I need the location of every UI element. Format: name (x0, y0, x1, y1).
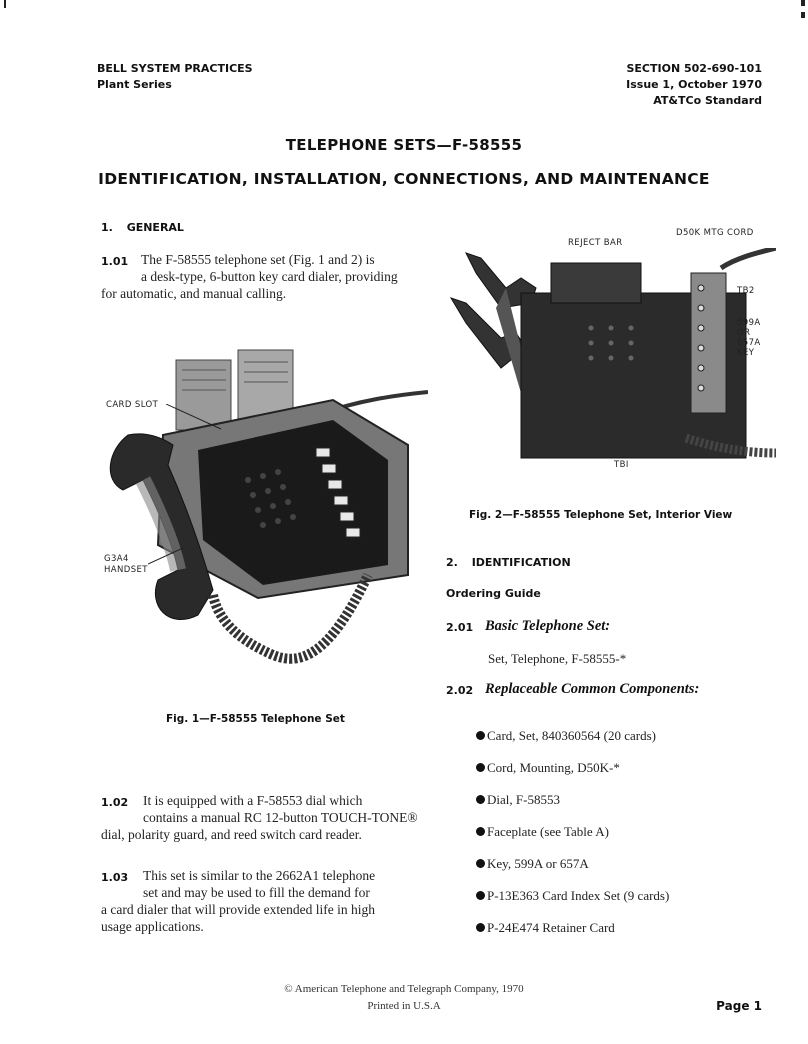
list-item (476, 824, 669, 856)
list-item (476, 920, 669, 952)
section2-title: IDENTIFICATION (471, 556, 571, 569)
para-1-01-line3: for automatic, and manual calling. (101, 286, 287, 301)
para-2-01-title: Basic Telephone Set: (485, 618, 611, 634)
components-list (476, 728, 669, 952)
label-handset (104, 554, 148, 576)
label-reject-bar: REJECT BAR (568, 238, 623, 248)
scan-mark-left (4, 0, 6, 8)
para-1-02-line1: It is equipped with a F-58553 dial which (143, 793, 363, 808)
section2-number: 2. (446, 556, 458, 569)
leader-card-slot (166, 404, 226, 434)
header-section: SECTION 502-690-101 (626, 62, 762, 75)
page-title: TELEPHONE SETS—F-58555 (285, 136, 523, 154)
para-1-01 (101, 251, 416, 302)
list-item-text: P-24E474 Retainer Card (487, 920, 615, 935)
list-item (476, 792, 669, 824)
header-right (626, 61, 762, 109)
basic-set-item: Set, Telephone, F-58555-* (488, 651, 627, 666)
para-1-03 (101, 867, 421, 935)
para-1-02 (101, 792, 421, 843)
header-series: BELL SYSTEM PRACTICES (97, 62, 253, 75)
list-item (476, 728, 669, 760)
label-key (737, 318, 761, 358)
label-key-line3: 657A (737, 338, 761, 348)
list-item-text: Cord, Mounting, D50K-* (487, 760, 620, 775)
figure1-telephone-illustration (98, 340, 428, 685)
scan-mark-right-2 (801, 12, 805, 18)
label-key-line2: OR (737, 328, 751, 338)
para-1-03-line1: This set is similar to the 2662A1 telephone (143, 868, 376, 883)
label-key-line1: 599A (737, 318, 761, 328)
para-1-03-line3: a card dialer that will provide extended life in high (101, 902, 376, 917)
para-2-01-number: 2.01 (446, 621, 474, 634)
para-2-02-number: 2.02 (446, 684, 474, 697)
figure1-caption: Fig. 1—F-58555 Telephone Set (166, 713, 345, 725)
section1-heading (101, 221, 184, 234)
bullet-icon (476, 859, 485, 868)
page-subtitle: IDENTIFICATION, INSTALLATION, CONNECTIONS, AND MAINTENANCE (98, 170, 710, 188)
para-1-02-number: 1.02 (101, 796, 129, 809)
figure2-interior-illustration (446, 248, 776, 473)
leader-handset (148, 546, 188, 568)
section1-title: GENERAL (126, 221, 184, 234)
page-number: Page 1 (716, 999, 762, 1013)
list-item (476, 760, 669, 792)
para-1-01-line2: a desk-type, 6-button key card dialer, providing (141, 269, 398, 284)
label-key-line4: KEY (737, 348, 755, 358)
ordering-guide-heading: Ordering Guide (446, 587, 541, 600)
para-1-01-line1: The F-58555 telephone set (Fig. 1 and 2) is (141, 252, 375, 267)
list-item-text: Faceplate (see Table A) (487, 824, 609, 839)
bullet-icon (476, 795, 485, 804)
label-tb1: TBI (614, 460, 629, 470)
list-item-text: Dial, F-58553 (487, 792, 560, 807)
bullet-icon (476, 731, 485, 740)
section1-number: 1. (101, 221, 113, 234)
label-tb2: TB2 (737, 286, 755, 296)
footer-copyright: © American Telephone and Telegraph Company, 1970 (284, 983, 524, 995)
list-item (476, 856, 669, 888)
bullet-icon (476, 891, 485, 900)
section2-heading (446, 556, 571, 569)
footer-printed: Printed in U.S.A (367, 1000, 441, 1012)
bullet-icon (476, 827, 485, 836)
header-standard: AT&TCo Standard (653, 94, 762, 107)
label-d50k-mtg-cord: D50K MTG CORD (676, 228, 754, 238)
para-2-02-title: Replaceable Common Components: (485, 681, 700, 697)
label-handset-line1: G3A4 (104, 554, 129, 564)
figure2-caption: Fig. 2—F-58555 Telephone Set, Interior View (469, 509, 733, 521)
label-card-slot: CARD SLOT (106, 400, 159, 410)
list-item (476, 888, 669, 920)
para-1-01-number: 1.01 (101, 255, 129, 268)
header-plant: Plant Series (97, 78, 172, 91)
para-1-02-line3: dial, polarity guard, and reed switch card reader. (101, 827, 362, 842)
list-item-text: P-13E363 Card Index Set (9 cards) (487, 888, 670, 903)
para-1-03-line4: usage applications. (101, 919, 204, 934)
label-handset-line2: HANDSET (104, 565, 148, 575)
list-item-text: Card, Set, 840360564 (20 cards) (487, 728, 656, 743)
para-1-02-line2: contains a manual RC 12-button TOUCH-TONE® (143, 810, 418, 825)
bullet-icon (476, 763, 485, 772)
para-1-03-line2: set and may be used to fill the demand for (143, 885, 370, 900)
scan-mark-right (801, 0, 805, 6)
header-issue: Issue 1, October 1970 (626, 78, 762, 91)
list-item-text: Key, 599A or 657A (487, 856, 589, 871)
bullet-icon (476, 923, 485, 932)
header-left (97, 61, 253, 93)
para-1-03-number: 1.03 (101, 871, 129, 884)
